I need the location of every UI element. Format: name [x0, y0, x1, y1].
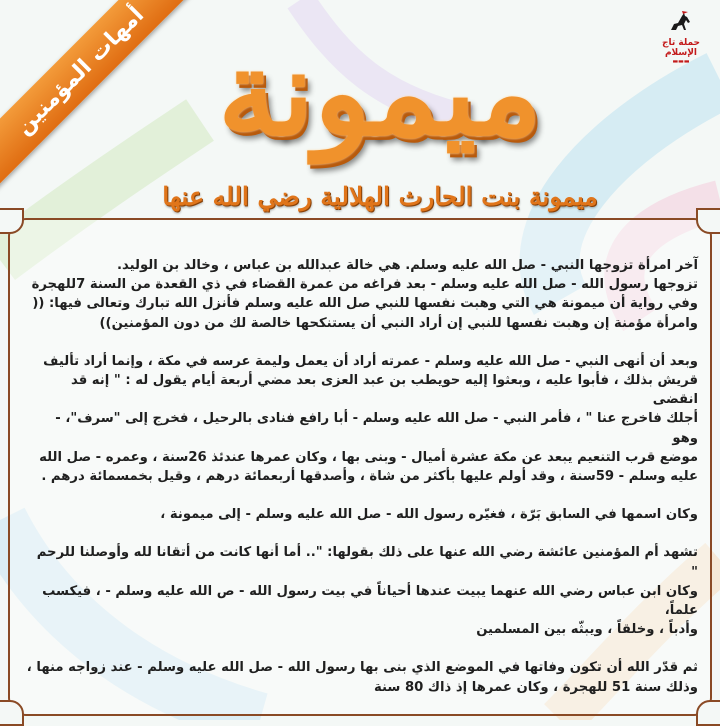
paragraph-intro [26, 256, 698, 333]
paragraph-testimony [26, 543, 698, 639]
paragraph-death [26, 658, 698, 696]
text-line: وذلك سنة 51 للهجرة ، وكان عمرها إذ ذاك 80 سنة [374, 679, 698, 695]
text-line: تشهد أم المؤمنين عائشة رضي الله عنها على ذلك بقولها: ".. أما أنها كانت من أتقانا لله وأوصلنا للرحم " [36, 545, 698, 580]
frame-corner [696, 208, 720, 234]
text-line: وامرأة مؤمنة إن وهبت نفسها للنبي إن أراد النبي أن يستنكحها خالصة لك من دون المؤمنين)) [99, 315, 698, 331]
text-line: وبعد أن أنهى النبي - صل الله عليه وسلم - عمرته أراد أن يعمل وليمة عرسه في مكة ، وإنما أراد تأليف [43, 353, 698, 369]
text-line: وأدباً ، وخلقاً ، ويبثّه بين المسلمين [476, 622, 698, 638]
text-line: وكان اسمها في السابق بَرّة ، فغيّره رسول الله - صل الله عليه وسلم - إلى ميمونة ، [160, 507, 698, 523]
text-line: موضع قرب التنعيم يبعد عن مكة عشرة أميال - وبنى بها ، وكان عمرها عندئذ 26سنة ، وعمره - صل الله [39, 449, 698, 465]
frame-corner [696, 700, 720, 726]
organization-logo [650, 10, 712, 65]
text-line: ثم قدّر الله أن تكون وفاتها في الموضع الذي بنى بها رسول الله - صل الله عليه وسلم - عند زواجه منها ، [26, 660, 698, 676]
text-line: وكان ابن عباس رضي الله عنهما يبيت عندها أحياناً في بيت رسول الله - ص الله عليه وسلم - ، فيكسب علماً، [42, 583, 698, 619]
logo-caption: حملة تاج الإسلام [661, 38, 701, 58]
text-line: أجلك فاخرج عنا " ، فأمر النبي - صل الله عليه وسلم - أبا رافع فنادى بالرحيل ، فخرج إلى "سرف"، - وهو [55, 411, 698, 446]
text-line: عليه وسلم - 59سنة ، وقد أولم عليها بأكثر من شاة ، وأصدقها أربعمائة درهم ، وقيل بخمسمائة درهم . [41, 469, 698, 485]
paragraph-wedding [26, 352, 698, 486]
page-subtitle: ميمونة بنت الحارث الهلالية رضي الله عنها [162, 182, 598, 211]
content-frame [8, 218, 712, 716]
text-line: تزوجها رسول الله - صل الله عليه وسلم - بعد فراغه من عمرة القضاء في ذي القعدة من السنة 7للهجرة [31, 277, 698, 293]
biography-text [26, 256, 698, 697]
frame-corner [0, 208, 24, 234]
frame-corner [0, 700, 24, 726]
text-line: وفي رواية أن ميمونة هي التي وهبت نفسها للنبي صل الله عليه وسلم فأنزل الله تبارك وتعالى فيها: (( [32, 296, 698, 312]
paragraph-name [26, 505, 698, 524]
horse-rider-icon [668, 10, 694, 34]
page-title: ميمونة [217, 23, 543, 162]
ribbon-label: أمهات المؤمنين [11, 2, 149, 140]
logo-decoration: ▬▬▬ [672, 58, 690, 65]
text-line: آخر امرأة تزوجها النبي - صل الله عليه وسلم. هي خالة عبدالله بن عباس ، وخالد بن الوليد. [117, 258, 698, 273]
text-line: قريش بذلك ، فأبوا عليه ، وبعثوا إليه حويطب بن عبد العزى بعد مضي أربعة أيام يقول له : " إنه قد انقضى [70, 373, 698, 408]
